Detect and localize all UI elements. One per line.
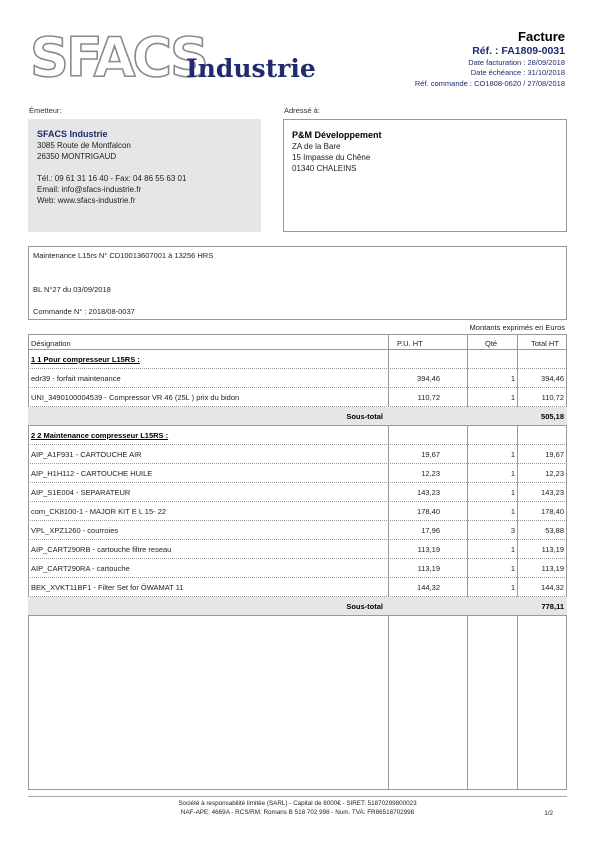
legal-footer-line-2: NAF-APE: 4669A - RCS/RM: Romans B 518 702 998 - Num. TVA: FR86518702998 — [180, 809, 415, 816]
quantity-cell: 1 — [510, 545, 515, 554]
unit-price-cell: 113,19 — [417, 564, 440, 573]
table-row — [28, 540, 567, 559]
total-cell: 12,23 — [545, 469, 564, 478]
invoice-header — [415, 29, 565, 89]
delivery-note-info: BL N°27 du 03/09/2018 — [33, 285, 111, 294]
table-row — [28, 521, 567, 540]
due-date: Date échéance : 31/10/2018 — [470, 67, 565, 77]
unit-price-cell: 144,32 — [417, 583, 440, 592]
table-row — [28, 483, 567, 502]
quantity-cell: 1 — [510, 469, 515, 478]
column-header-unit-price: P.U. HT — [397, 339, 423, 348]
designation-cell: 2 2 Maintenance compresseur L15RS : — [31, 431, 169, 440]
designation-cell: BEK_XVKT11BF1 - Filter Set for ÖWAMAT 11 — [31, 583, 184, 592]
order-reference: Réf. commande : CO1808-0620 / 27/08/2018 — [414, 79, 565, 88]
logo-sfacs-text: SFACS — [30, 26, 206, 89]
subtotal-row — [28, 407, 567, 426]
quantity-cell: 1 — [510, 374, 515, 383]
table-row — [28, 559, 567, 578]
sender-city-line: 26350 MONTRIGAUD — [37, 152, 117, 161]
unit-price-cell: 113,19 — [417, 545, 440, 554]
column-header-designation: Désignation — [31, 339, 71, 348]
total-cell: 113,19 — [541, 564, 564, 573]
legal-footer-line-1: Société à responsabilité limitée (SARL) - Capital de 8000€ - SIRET: 51870299800023 — [178, 800, 417, 807]
sender-box — [28, 119, 261, 232]
recipient-label: Adressé à: — [284, 106, 320, 115]
designation-cell: AIP_H1H112 - CARTOUCHE HUILE — [31, 469, 153, 478]
recipient-box — [283, 119, 567, 232]
order-info-box — [28, 246, 567, 320]
table-row — [28, 388, 567, 407]
total-cell: 778,11 — [541, 602, 564, 611]
table-row — [28, 502, 567, 521]
sender-label: Émetteur: — [29, 106, 62, 115]
designation-cell: com_CK8100-1 - MAJOR KIT E L 15- 22 — [31, 507, 167, 516]
quantity-cell: 1 — [510, 393, 515, 402]
designation-cell: UNI_3490100004539 - Compressor VR 46 (25L ) prix du bidon — [31, 393, 240, 402]
sender-address-line: 3085 Route de Montfalcon — [37, 141, 131, 150]
sender-website: Web: www.sfacs-industrie.fr — [37, 196, 136, 205]
quantity-cell: 3 — [510, 526, 515, 535]
page-number: 1/2 — [544, 810, 553, 817]
designation-cell: AIP_S1E004 - SEPARATEUR — [31, 488, 131, 497]
maintenance-info: Maintenance L15rs N° CD10013607001 à 13256 HRS — [33, 251, 214, 260]
designation-cell: Sous-total — [346, 412, 383, 421]
unit-price-cell: 143,23 — [417, 488, 440, 497]
invoice-date: Date facturation : 28/09/2018 — [468, 58, 565, 67]
section-row — [28, 350, 567, 369]
quantity-cell: 1 — [510, 564, 515, 573]
total-cell: 53,88 — [545, 526, 564, 535]
unit-price-cell: 178,40 — [417, 507, 440, 516]
designation-cell: AIP_CART290RA - cartouche — [31, 564, 130, 573]
quantity-cell: 1 — [510, 488, 515, 497]
column-header-quantity: Qté — [485, 339, 498, 348]
recipient-address-line-1: ZA de la Bare — [292, 142, 341, 151]
total-cell: 110,72 — [541, 393, 564, 402]
total-cell: 144,32 — [541, 583, 564, 592]
recipient-address-line-2: 15 Impasse du Chêne — [292, 153, 371, 162]
sender-email: Email: info@sfacs-industrie.fr — [37, 185, 142, 194]
table-row — [28, 578, 567, 597]
quantity-cell: 1 — [510, 450, 515, 459]
designation-cell: edr39 - forfait maintenance — [31, 374, 121, 383]
total-cell: 143,23 — [541, 488, 564, 497]
designation-cell: AIP_A1F931 - CARTOUCHE AIR — [31, 450, 142, 459]
sender-phone: Tél.: 09 61 31 16 40 - Fax: 04 86 55 63 01 — [37, 174, 187, 183]
currency-note: Montants exprimés en Euros — [469, 323, 565, 332]
order-number-info: Commande N° : 2018/08-0037 — [33, 307, 135, 316]
total-cell: 19,67 — [545, 450, 564, 459]
unit-price-cell: 12,23 — [421, 469, 440, 478]
section-row — [28, 426, 567, 445]
footer-divider — [28, 796, 567, 797]
logo-industrie-text: Industrie — [186, 54, 316, 83]
total-cell: 394,46 — [541, 374, 564, 383]
subtotal-row — [28, 597, 567, 616]
unit-price-cell: 17,96 — [421, 526, 440, 535]
designation-cell: 1 1 Pour compresseur L15RS : — [31, 355, 140, 364]
recipient-name: P&M Développement — [292, 130, 382, 140]
unit-price-cell: 394,46 — [417, 374, 440, 383]
total-cell: 178,40 — [541, 507, 564, 516]
total-cell: 505,18 — [541, 412, 564, 421]
sender-name: SFACS Industrie — [37, 129, 108, 139]
table-row — [28, 369, 567, 388]
column-header-total: Total HT — [531, 339, 559, 348]
invoice-title: Facture — [518, 29, 565, 44]
quantity-cell: 1 — [510, 583, 515, 592]
designation-cell: VPL_XPZ1260 - courroies — [31, 526, 119, 535]
quantity-cell: 1 — [510, 507, 515, 516]
invoice-reference: Réf. : FA1809-0031 — [472, 45, 565, 57]
unit-price-cell: 19,67 — [421, 450, 440, 459]
table-row — [28, 445, 567, 464]
company-logo — [30, 26, 316, 90]
recipient-city-line: 01340 CHALEINS — [292, 164, 357, 173]
table-row — [28, 464, 567, 483]
designation-cell: Sous-total — [346, 602, 383, 611]
designation-cell: AIP_CART290RB - cartouche filtre reseau — [31, 545, 172, 554]
total-cell: 113,19 — [541, 545, 564, 554]
unit-price-cell: 110,72 — [417, 393, 440, 402]
